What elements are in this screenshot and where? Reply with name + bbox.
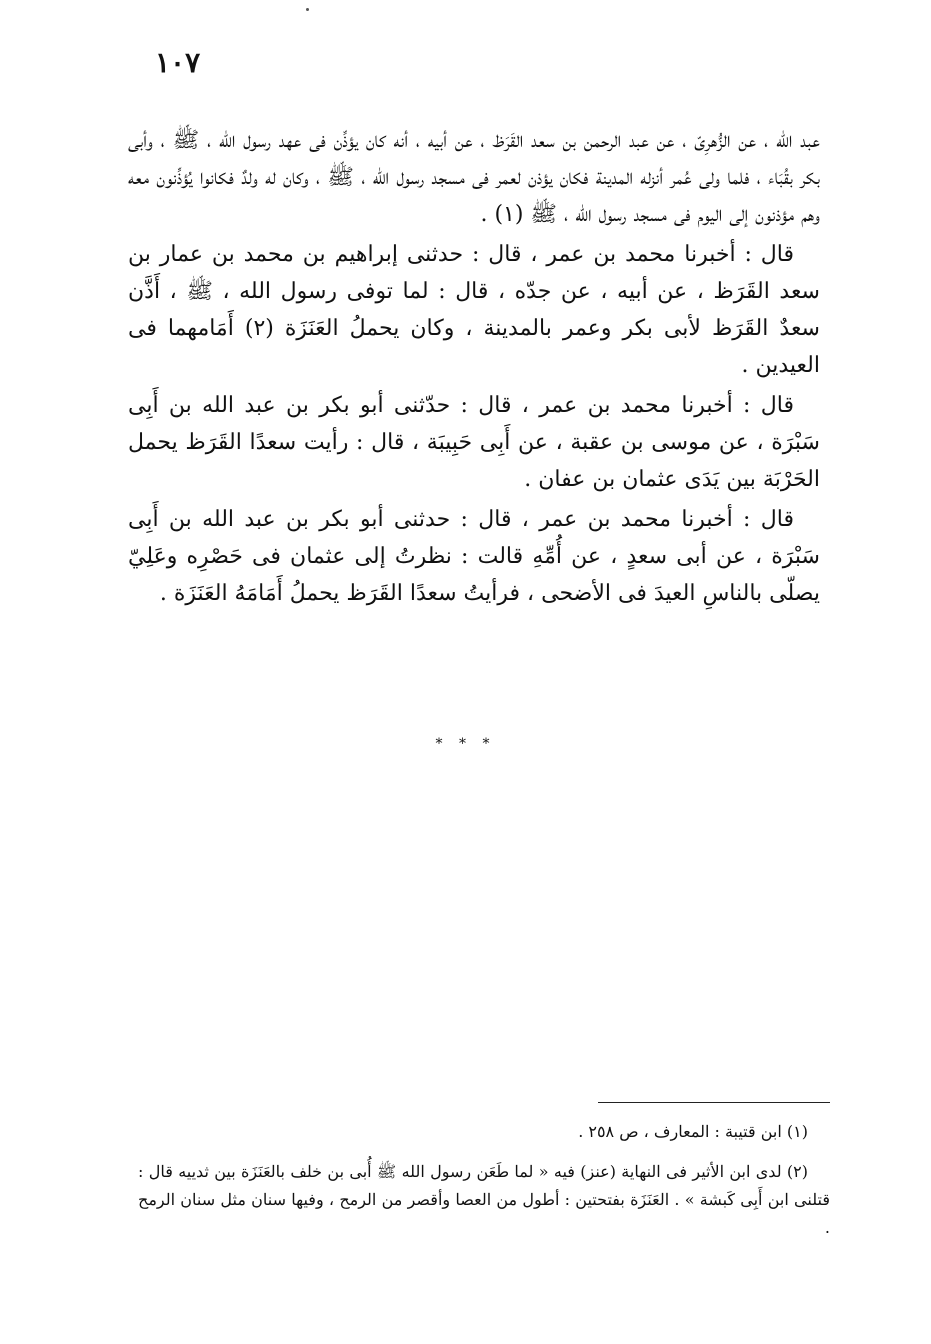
paragraph-3: قال : أخبرنا محمد بن عمر ، قال : حدّثنى أبو بكر بن عبد الله بن أَبِى سَبْرَة ، عن موسى بن عقبة ، عن أَبِى حَبِيبَة ، قال : رأيت سعدًا القَرَظ يحمل الحَرْبَة بين يَدَى عثمان بن عفان . [128,393,820,492]
paragraph-4: قال : أخبرنا محمد بن عمر ، قال : حدثنى أبو بكر بن عبد الله بن أَبِى سَبْرَة ، عن أبى سعدٍ ، عن أُمِّهِ قالت : نظرتُ إلى عثمان فى حَصْرِه وعَلِيّ يصلّى بالناسِ العيدَ فى الأضحى ، فرأيتُ سعدًا القَرَظ يحملُ أَمَامَهُ العَنَزَة . [128,507,820,606]
paragraph-1: عبد الله ، عن الزُّهرِىّ ، عن عبد الرحمن بن سعد القَرَظ ، عن أبيه ، أنه كان يؤذِّن فى عهد رسول الله ، ﷺ ، وأبى بكر بقُبَاء ، فلما ولى عُمر أنزله المدينة فكان يؤذن لعمر فى مسجد رسول الله ، ﷺ ، وكان له ولدٌ فكانوا يُؤذِّنون معه وهم مؤذنون إلى اليوم فى مسجد رسول الله ، ﷺ (١) . [128,128,820,227]
section-separator: * * * [435,736,496,752]
main-text [128,122,820,612]
scan-speck [306,8,309,11]
footnotes [138,1118,830,1242]
page-number: ١٠٧ [155,46,201,79]
paragraph-2: قال : أخبرنا محمد بن عمر ، قال : حدثنى إبراهيم بن محمد بن عمار بن سعد القَرَظ ، عن أبيه ، عن جدّه ، قال : لما توفى رسول الله ، ﷺ ، أَذَّن سعدٌ القَرَظ لأبى بكر وعمر بالمدينة ، وكان يحملُ العَنَزَة (٢) أَمَامهما فى العيدين . [128,242,820,378]
footnote-1: (١) ابن قتيبة : المعارف ، ص ٢٥٨ . [578,1122,808,1141]
footnote-2: (٢) لدى ابن الأثير فى النهاية (عنز) فيه « لما طَعَن رسول الله ﷺ أُبى بن خلف بالعَنَزَة بين ثدييه قال : قتلنى ابن أَبِى كَبشة » . العَنَزَة بفتحتين : أطول من العصا وأقصر من الرمح ، وفيها سنان مثل سنان الرمح . [138,1162,830,1237]
footnote-divider [598,1102,830,1103]
